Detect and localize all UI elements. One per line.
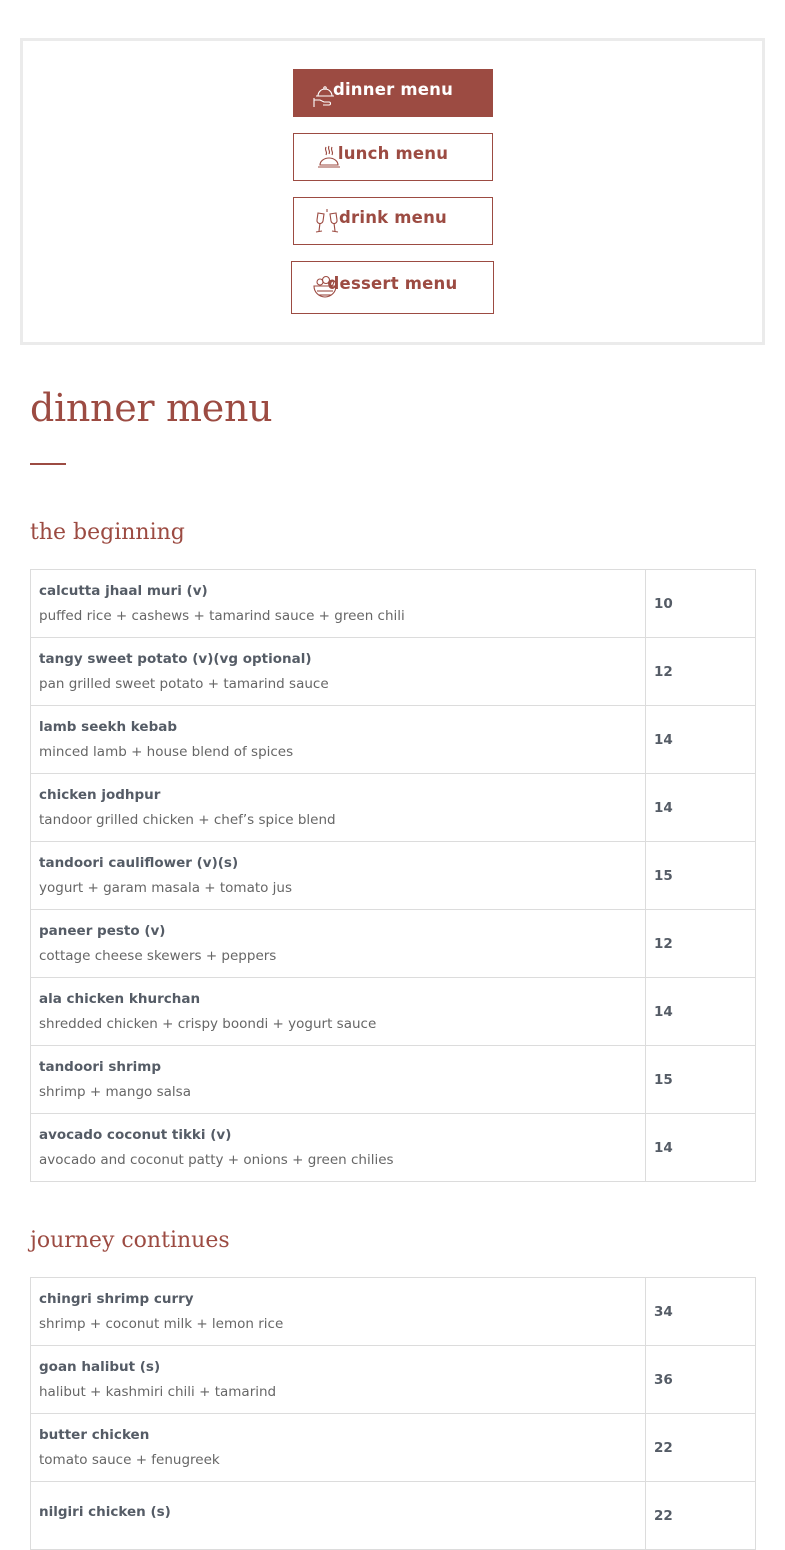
item-name: tandoori cauliflower (v)(s) [39,855,239,871]
item-description: puffed rice + cashews + tamarind sauce + green chili [39,608,405,624]
item-description: tandoor grilled chicken + chef’s spice blend [39,812,336,828]
table-row [31,1346,756,1414]
item-cell [31,1114,646,1182]
item-price: 12 [646,910,756,978]
item-name: chicken jodhpur [39,787,161,803]
item-cell [31,638,646,706]
item-cell [31,910,646,978]
item-description: shrimp + mango salsa [39,1084,191,1100]
table-row [31,774,756,842]
item-cell [31,1414,646,1482]
item-description: minced lamb + house blend of spices [39,744,294,760]
item-price: 14 [646,978,756,1046]
item-name: avocado coconut tikki (v) [39,1127,232,1143]
item-cell [31,978,646,1046]
item-price: 14 [646,774,756,842]
dinner-menu-label: dinner menu [332,79,454,99]
item-description: pan grilled sweet potato + tamarind sauce [39,676,329,692]
item-cell [31,1482,646,1550]
item-description: shredded chicken + crispy boondi + yogurt sauce [39,1016,377,1032]
drink-menu-button[interactable] [293,197,493,245]
menu-nav-panel [20,38,765,345]
item-price: 12 [646,638,756,706]
table-row [31,638,756,706]
table-row [31,1414,756,1482]
item-cell [31,842,646,910]
table-row [31,910,756,978]
menu-table-journey-continues [30,1277,756,1550]
item-cell [31,774,646,842]
table-row [31,842,756,910]
item-cell [31,1046,646,1114]
item-price: 14 [646,1114,756,1182]
wine-glasses-icon [312,207,342,237]
item-description: yogurt + garam masala + tomato jus [39,880,293,896]
item-price: 22 [646,1482,756,1550]
item-price: 15 [646,842,756,910]
item-name: calcutta jhaal muri (v) [39,583,208,599]
item-price: 15 [646,1046,756,1114]
item-cell [31,706,646,774]
item-cell [31,1278,646,1346]
title-divider [30,463,66,465]
table-row [31,706,756,774]
item-name: tandoori shrimp [39,1059,162,1075]
item-name: ala chicken khurchan [39,991,201,1007]
dinner-menu-button[interactable] [293,69,493,117]
item-name: tangy sweet potato (v)(vg optional) [39,651,312,667]
table-row [31,1114,756,1182]
table-row [31,1482,756,1550]
table-row [31,570,756,638]
item-name: nilgiri chicken (s) [39,1504,171,1520]
table-row [31,1278,756,1346]
item-price: 14 [646,706,756,774]
item-name: chingri shrimp curry [39,1291,194,1307]
section-title-beginning: the beginning [30,520,185,545]
drink-menu-label: drink menu [339,207,447,227]
item-cell [31,570,646,638]
item-price: 36 [646,1346,756,1414]
dessert-menu-button[interactable] [291,261,494,314]
section-title-journey-continues: journey continues [30,1228,230,1253]
lunch-menu-button[interactable] [293,133,493,181]
item-cell [31,1346,646,1414]
item-price: 34 [646,1278,756,1346]
table-row [31,978,756,1046]
menu-table-beginning [30,569,756,1182]
dessert-menu-label: dessert menu [327,274,458,293]
item-description: cottage cheese skewers + peppers [39,948,277,964]
lunch-menu-label: lunch menu [337,143,449,163]
item-name: paneer pesto (v) [39,923,166,939]
item-name: lamb seekh kebab [39,719,178,735]
item-price: 10 [646,570,756,638]
page-title: dinner menu [30,386,273,430]
item-description: avocado and coconut patty + onions + green chilies [39,1152,394,1168]
item-price: 22 [646,1414,756,1482]
item-description: halibut + kashmiri chili + tamarind [39,1384,277,1400]
item-name: goan halibut (s) [39,1359,161,1375]
item-name: butter chicken [39,1427,150,1443]
table-row [31,1046,756,1114]
item-description: shrimp + coconut milk + lemon rice [39,1316,284,1332]
item-description: tomato sauce + fenugreek [39,1452,220,1468]
